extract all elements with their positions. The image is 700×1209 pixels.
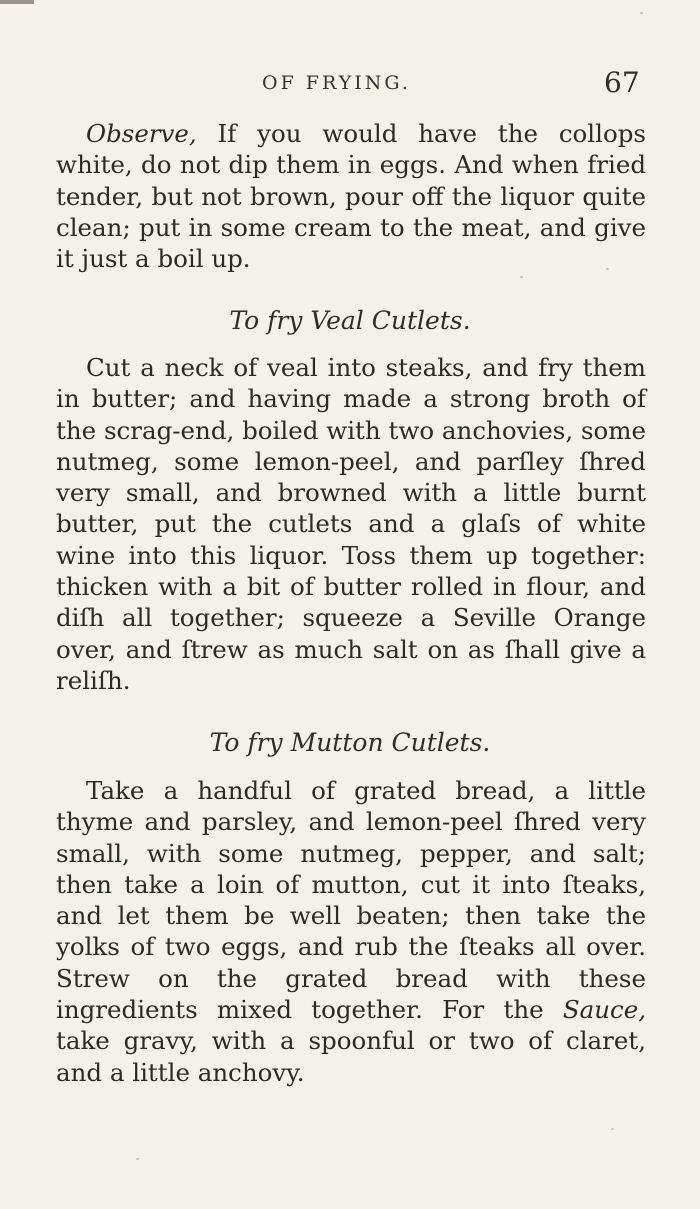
intro-text: If you would have the collops white, do not dip them in eggs. And when fried tender, but not brown, pour off the liquor quite clean; put in some cream to the meat, and give it just a boil up. (56, 119, 646, 274)
paper-speck (136, 1158, 139, 1160)
mutton-text-end: take gravy, with a spoonful or two of claret, and a little anchovy. (56, 1026, 646, 1087)
paper-speck (520, 276, 523, 278)
veal-cutlets-block (56, 352, 646, 696)
running-title: OF FRYING. (262, 72, 411, 94)
mutton-cutlets-block (56, 775, 646, 1088)
sauce-word: Sauce, (562, 995, 646, 1025)
veal-cutlets-paragraph: Cut a neck of veal into steaks, and fry them in butter; and having made a strong broth of the scrag-end, boiled with two anchovies, some nutmeg, some lemon-peel, and parſley ſhred very small, and browned with a little burnt butter, put the cutlets and a glaſs of white wine into this liquor. Toss them up together: thicken with a bit of butter rolled in flour, and diſh all together; squeeze a Seville Orange over, and ſtrew as much salt on as ſhall give a reliſh. (56, 353, 646, 695)
page-number: 67 (604, 66, 640, 99)
intro-paragraph (56, 118, 646, 274)
page-edge-mark (0, 0, 34, 4)
mutton-cutlets-heading: To fry Mutton Cutlets. (209, 728, 491, 757)
paper-speck (611, 1128, 614, 1130)
intro-paragraph-block (56, 118, 646, 274)
paper-speck (640, 12, 643, 14)
mutton-cutlets-paragraph (56, 775, 646, 1088)
mutton-text-main: Take a handful of grated bread, a little thyme and parsley, and lemon-peel ſhred very small, with some nutmeg, pepper, and salt; then take a loin of mutton, cut it into ſteaks, and let them be well beaten; then take the yolks of two eggs, and rub the ſteaks all over. Strew on the grated bread with these ingredients mixed together. For the (56, 776, 646, 1025)
intro-lead-word: Observe, (86, 119, 197, 148)
veal-cutlets-heading: To fry Veal Cutlets. (229, 306, 471, 335)
paper-speck (606, 268, 609, 270)
page-header (0, 66, 700, 106)
